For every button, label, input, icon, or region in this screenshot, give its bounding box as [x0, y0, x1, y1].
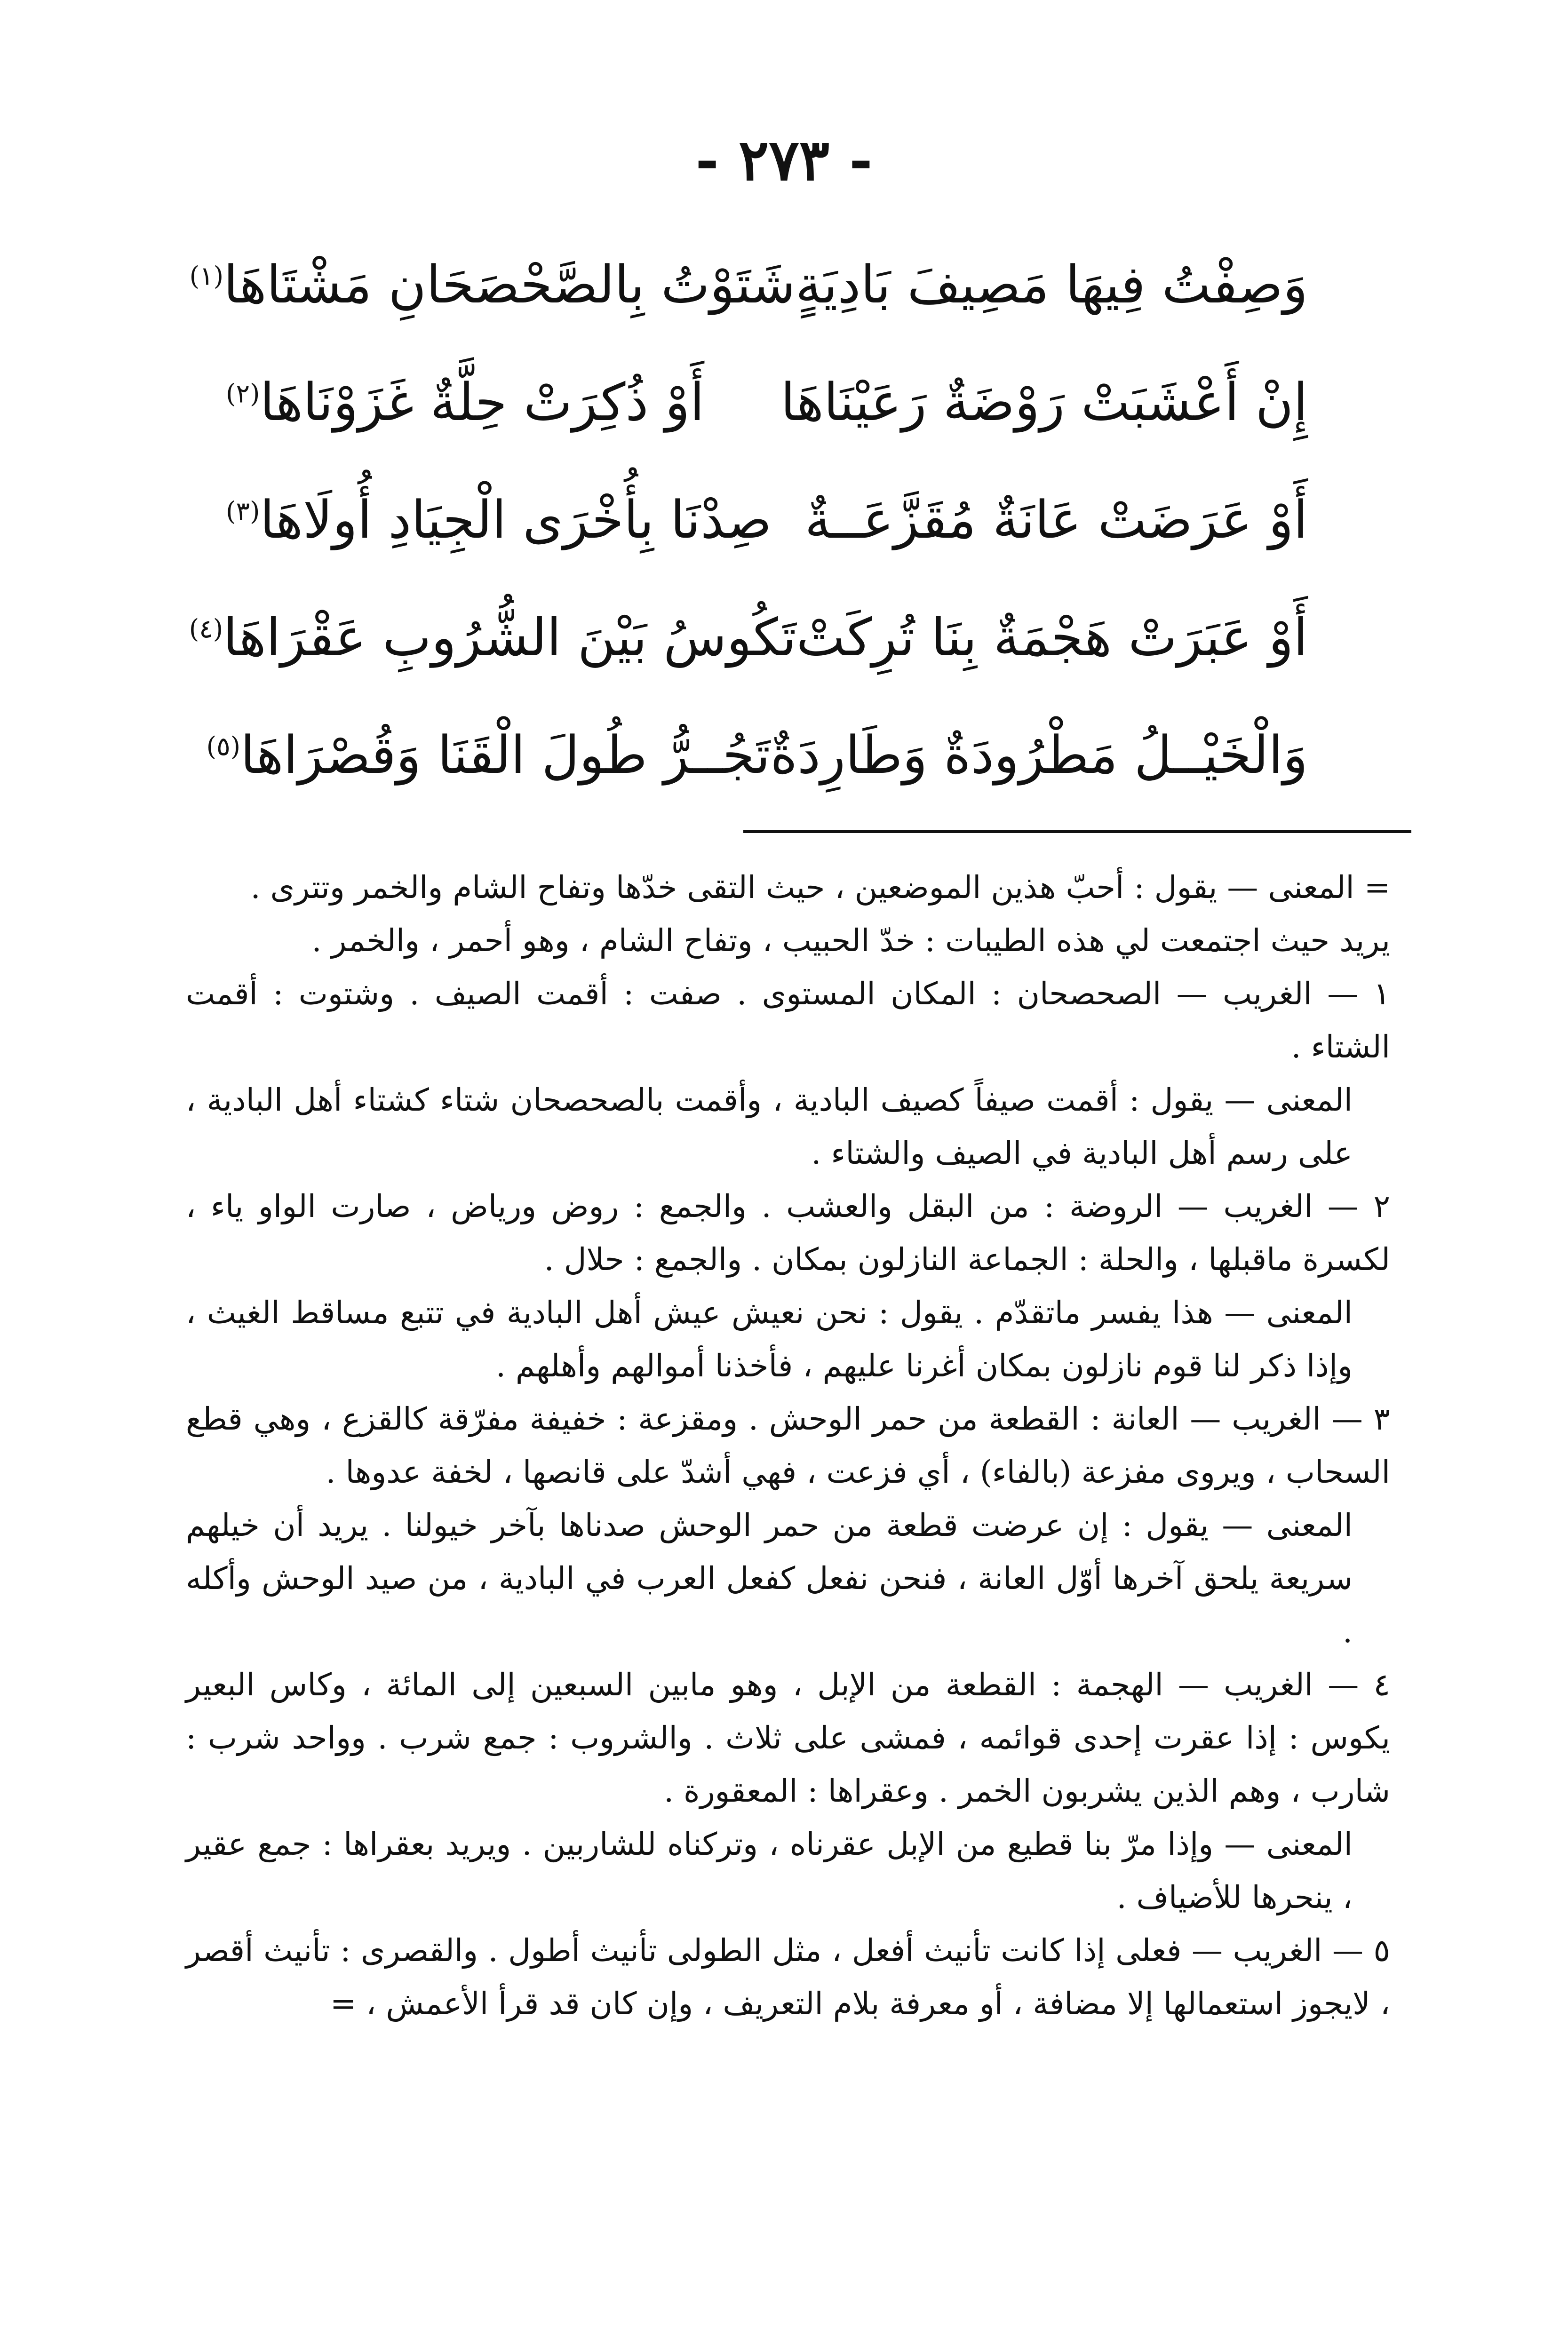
second-hemistich	[226, 372, 705, 432]
note-paragraph: ١ — الغريب — الصحصحان : المكان المستوى . صفت : أقمت الصيف . وشتوت : أقمت الشتاء .	[186, 976, 1390, 1065]
note-paragraph: = المعنى — يقول : أحبّ هذين الموضعين ، حيث التقى خدّها وتفاح الشام والخمر وتترى .	[250, 869, 1390, 906]
footnote-marker: (٥)	[206, 731, 241, 762]
note-paragraph: ٣ — الغريب — العانة : القطعة من حمر الوحش . ومقزعة : خفيفة مفرّقة كالقزع ، وهي قطع السحاب ، ويروى مفزعة (بالفاء) ، أي فزعت ، فهي أشدّ على قانصها ، لخفة عدوها .	[186, 1401, 1390, 1490]
second-hemistich	[226, 490, 772, 550]
poem	[189, 226, 1308, 814]
second-hemistich	[206, 725, 771, 785]
footnote-marker: (٤)	[189, 613, 223, 644]
page-number: - ٢٧٣ -	[695, 127, 873, 193]
footnote-marker: (١)	[189, 261, 224, 291]
first-hemistich: وَصِفْتُ فِيهَا مَصِيفَ بَادِيَةٍ	[795, 254, 1308, 315]
first-hemistich: أَوْ عَبَرَتْ هَجْمَةٌ بِنَا تُرِكَتْ	[796, 607, 1308, 667]
note-paragraph: يريد حيث اجتمعت لي هذه الطيبات : خدّ الحبيب ، وتفاح الشام ، وهو أحمر ، والخمر .	[311, 922, 1390, 959]
hemistich-text: تَجُــرُّ طُولَ الْقَنَا وَقُصْرَاهَا	[240, 725, 771, 785]
verse	[206, 696, 1308, 814]
footnotes	[186, 861, 1390, 2030]
first-hemistich: إِنْ أَعْشَبَتْ رَوْضَةٌ رَعَيْنَاهَا	[780, 372, 1308, 432]
footnote-separator	[743, 830, 1411, 833]
first-hemistich: أَوْ عَرَضَتْ عَانَةٌ مُقَزَّعَــةٌ	[804, 490, 1308, 550]
note-paragraph: ٢ — الغريب — الروضة : من البقل والعشب . والجمع : روض ورياض ، صارت الواو ياء ، لكسرة ماقبلها ، والحلة : الجماعة النازلون بمكان . والجمع : حلال .	[186, 1188, 1390, 1278]
note-paragraph: المعنى — يقول : أقمت صيفاً كصيف البادية ، وأقمت بالصحصحان شتاء كشتاء أهل البادية ، على رسم أهل البادية في الصيف والشتاء .	[186, 1082, 1353, 1171]
hemistich-text: صِدْنَا بِأُخْرَى الْجِيَادِ أُولَاهَا	[260, 490, 772, 550]
note-paragraph: المعنى — هذا يفسر ماتقدّم . يقول : نحن نعيش عيش أهل البادية في تتبع مساقط الغيث ، وإذا ذكر لنا قوم نازلون بمكان أغرنا عليهم ، فأخذنا أموالهم وأهلهم .	[186, 1295, 1353, 1384]
hemistich-text: أَوْ ذُكِرَتْ حِلَّةٌ غَزَوْنَاهَا	[260, 372, 705, 432]
note-paragraph: ٥ — الغريب — فعلى إذا كانت تأنيث أفعل ، مثل الطولى تأنيث أطول . والقصرى : تأنيث أقصر ، لايجوز استعمالها إلا مضافة ، أو معرفة بلام التعريف ، وإن كان قد قرأ الأعمش ، =	[186, 1932, 1390, 2022]
hemistich-text: تَكُوسُ بَيْنَ الشُّرُوبِ عَقْرَاهَا	[223, 607, 796, 667]
note-paragraph: ٤ — الغريب — الهجمة : القطعة من الإبل ، وهو مابين السبعين إلى المائة ، وكاس البعير يكوس : إذا عقرت إحدى قوائمه ، فمشى على ثلاث . والشروب : جمع شرب . وواحد شرب : شارب ، وهم الذين يشربون الخمر . وعقراها : المعقورة .	[186, 1667, 1390, 1809]
hemistich-text: شَتَوْتُ بِالصَّحْصَحَانِ مَشْتَاهَا	[223, 254, 796, 315]
verse	[226, 461, 1308, 579]
verse	[189, 226, 1308, 343]
footnote-marker: (٢)	[226, 378, 260, 409]
note-paragraph: المعنى — وإذا مرّ بنا قطيع من الإبل عقرناه ، وتركناه للشاربين . ويريد بعقراها : جمع عقير ، ينحرها للأضياف .	[186, 1826, 1353, 1915]
verse	[226, 343, 1308, 461]
verse	[189, 579, 1308, 696]
note-paragraph: المعنى — يقول : إن عرضت قطعة من حمر الوحش صدناها بآخر خيولنا . يريد أن خيلهم سريعة يلحق آخرها أوّل العانة ، فنحن نفعل كفعل العرب في البادية ، من صيد الوحش وأكله .	[186, 1507, 1353, 1650]
first-hemistich: وَالْخَيْــلُ مَطْرُودَةٌ وَطَارِدَةٌ	[770, 725, 1308, 785]
second-hemistich	[189, 254, 796, 315]
second-hemistich	[189, 607, 796, 667]
footnote-marker: (٣)	[226, 496, 260, 526]
